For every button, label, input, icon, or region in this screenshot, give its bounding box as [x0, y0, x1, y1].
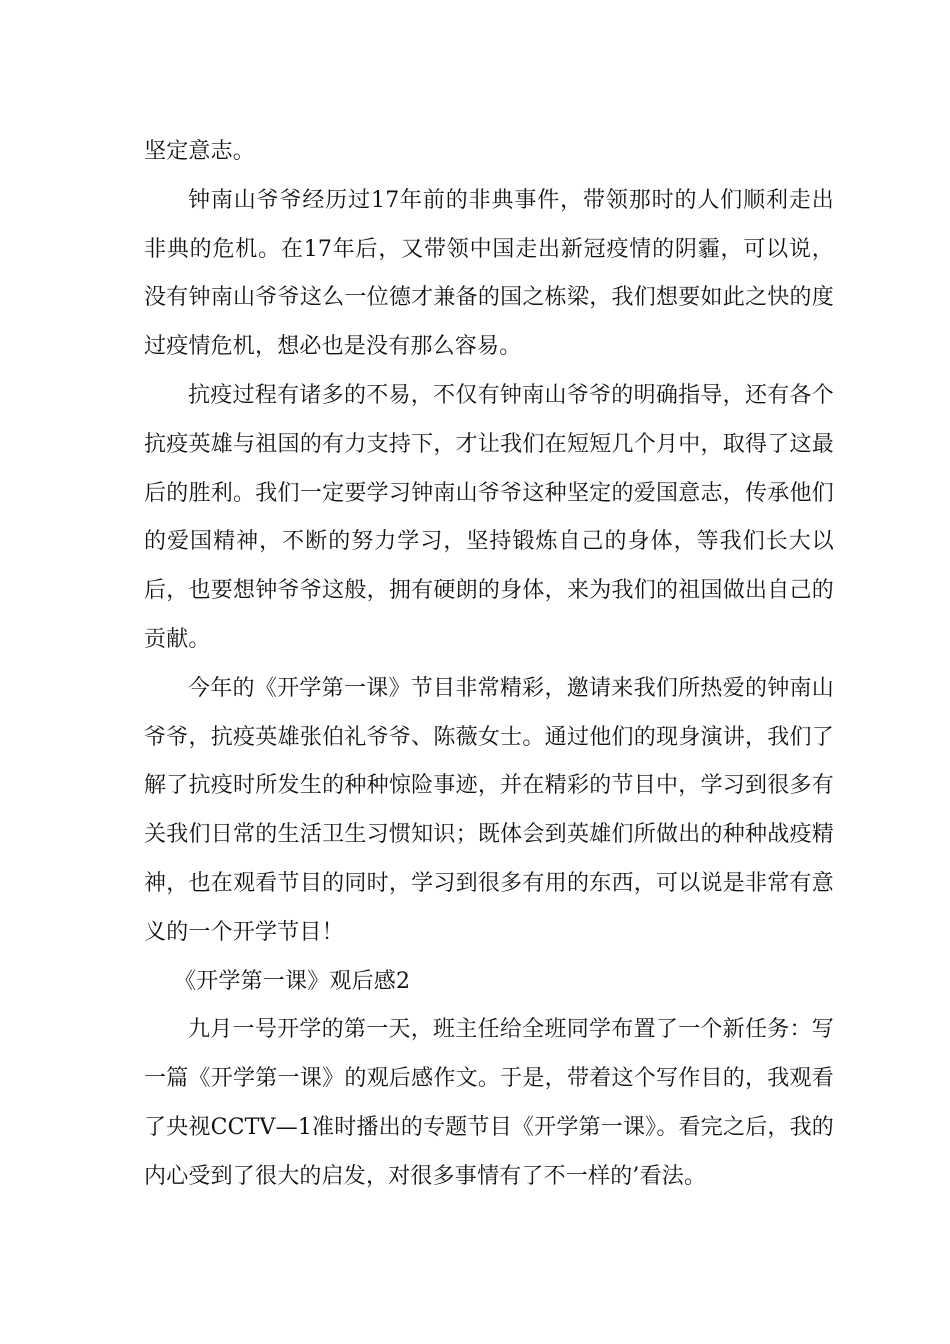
section-heading: 《开学第一课》观后感2	[174, 968, 411, 994]
paragraph-1: 坚定意志。	[144, 139, 256, 164]
paragraph-3: 抗疫过程有诸多的不易，不仅有钟南山爷爷的明确指导，还有各个抗疫英雄与祖国的有力支持下，才让我们在短短几个月中，取得了这最后的胜利。我们一定要学习钟南山爷爷这种坚定的爱国意志，传承他们的爱国精神，不断的努力学习，坚持锻炼自己的身体，等我们长大以后，也要想钟爷爷这般，拥有硬朗的身体，来为我们的祖国做出自己的贡献。	[144, 382, 834, 652]
paragraph-5: 九月一号开学的第一天，班主任给全班同学布置了一个新任务：写一篇《开学第一课》的观后感作文。于是，带着这个写作目的，我观看了央视CCTV—1准时播出的专题节目《开学第一课》。看完之后，我的内心受到了很大的启发，对很多事情有了不一样的’看法。	[144, 1017, 834, 1189]
paragraph-2: 钟南山爷爷经历过17年前的非典事件，带领那时的人们顺利走出非典的危机。在17年后，又带领中国走出新冠疫情的阴霾，可以说，没有钟南山爷爷这么一位德才兼备的国之栋梁，我们想要如此之快的度过疫情危机，想必也是没有那么容易。	[144, 187, 834, 360]
document-body	[144, 128, 834, 1202]
paragraph-4: 今年的《开学第一课》节目非常精彩，邀请来我们所热爱的钟南山爷爷，抗疫英雄张伯礼爷爷、陈薇女士。通过他们的现身演讲，我们了解了抗疫时所发生的种种惊险事迹，并在精彩的节目中，学习到很多有关我们日常的生活卫生习惯知识；既体会到英雄们所做出的种种战疫精神，也在观看节目的同时，学习到很多有用的东西，可以说是非常有意义的一个开学节目！	[144, 675, 834, 945]
